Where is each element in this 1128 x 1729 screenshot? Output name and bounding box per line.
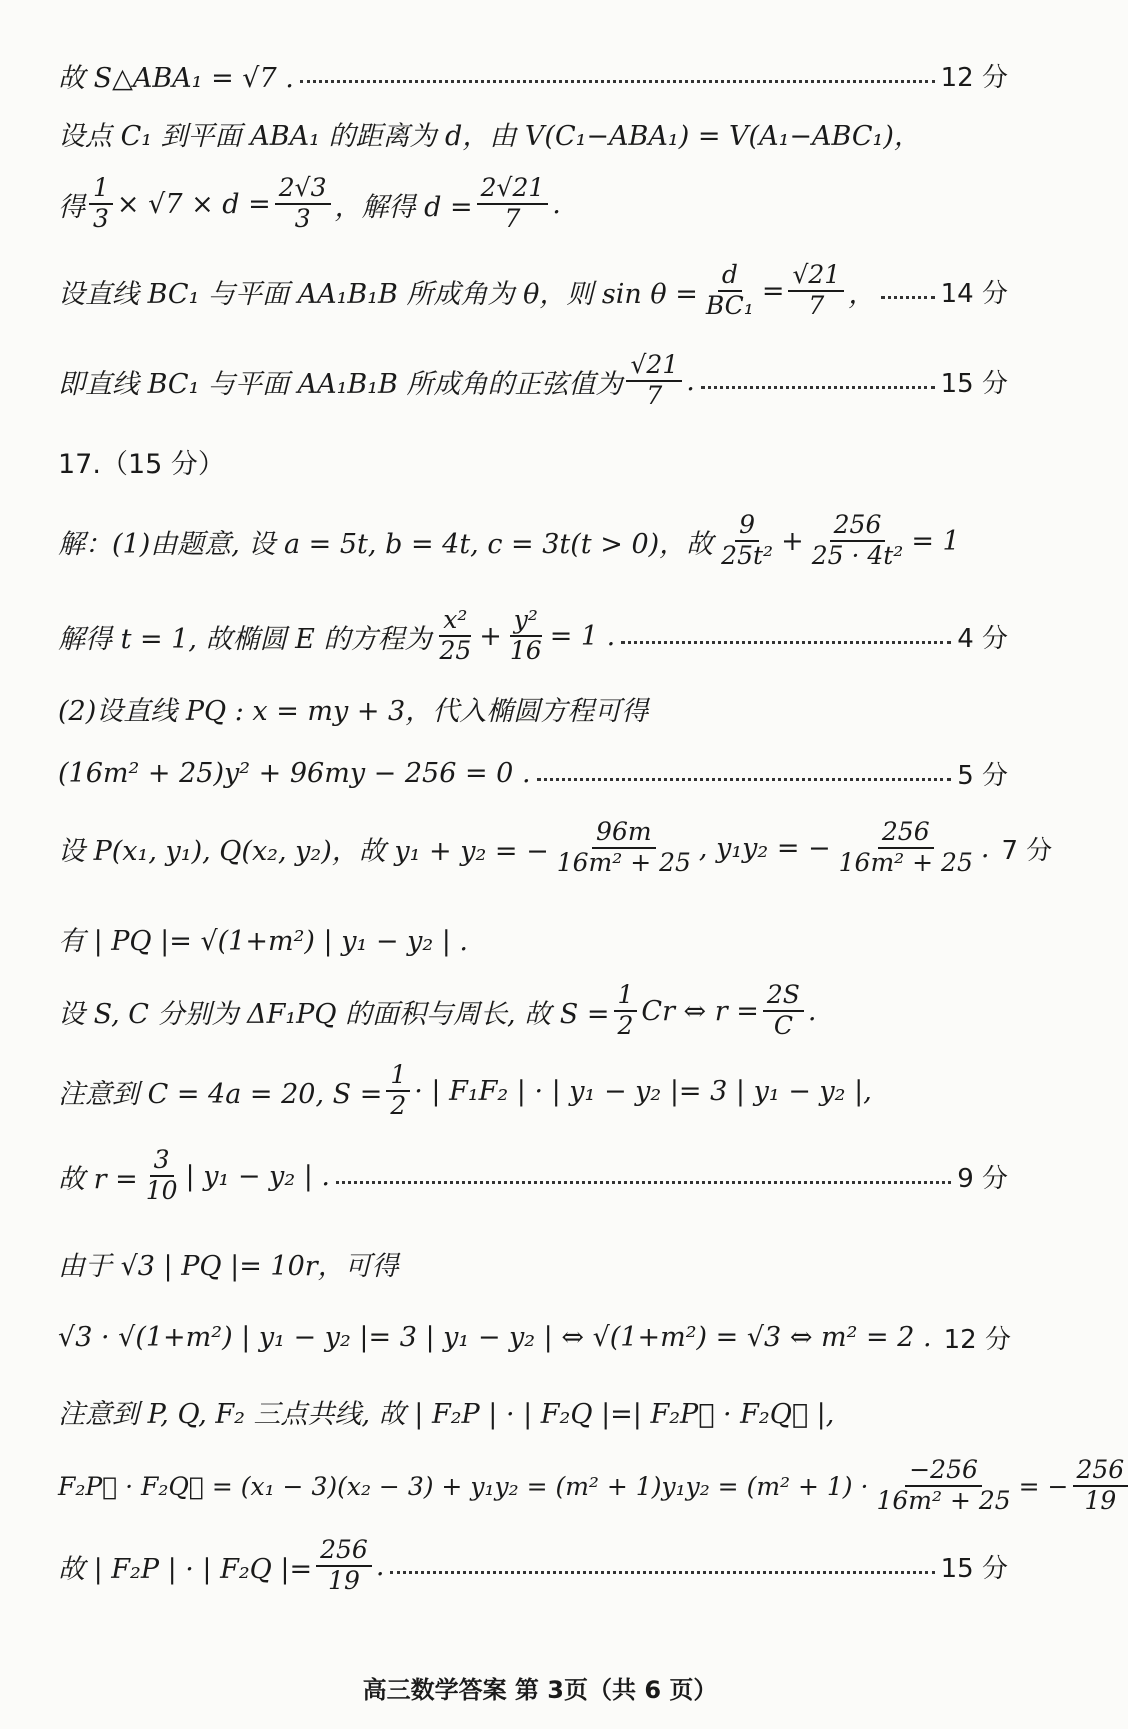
score-label: 5 分 [957, 760, 1008, 791]
score-label: 12 分 [940, 62, 1008, 93]
fraction: $\frac{3}{10}$ [145, 1145, 178, 1205]
line-text: 故 S△ABA₁ = √7 . [58, 62, 294, 94]
score-label: 7 分 [1001, 835, 1053, 866]
fraction: $\frac{256}{19}$ [1073, 1456, 1128, 1516]
score-label: 15 分 [940, 368, 1008, 399]
answer-line-ellipse: 解得 t = 1, 故椭圆 E 的方程为 $\frac{\text{x²}}{25}$ + $\frac{\text{y²}}{16}$ = 1 . 4 分 [58, 605, 1008, 665]
fraction: $\frac{96m}{\text{16m² + 25}}$ [556, 817, 691, 877]
answer-line-m-squared: √3 · √(1+m²) | y₁ − y₂ |= 3 | y₁ − y₂ | ⇔ √(1+m²) = √3 ⇔ m² = 2 . 12 分 [58, 1312, 1008, 1362]
answer-line-inradius: 设 S, C 分别为 ΔF₁PQ 的面积与周长, 故 S = $\frac{1}{2}$ Cr ⇔ r = $\frac{2S}{C}$ . [58, 980, 817, 1040]
score-label: 14 分 [940, 278, 1008, 309]
answer-line-vieta: 设 P(x₁, y₁), Q(x₂, y₂)，故 y₁ + y₂ = − $\frac{96m}{\text{16m² + 25}}$ , y₁y₂ = − $\frac{256}{\text{16m² + 25}}$ . 7 分 [58, 817, 1053, 877]
fraction: $\frac{√21}{7}$ [788, 261, 844, 321]
answer-line-part2: (2)设直线 PQ : x = my + 3，代入椭圆方程可得 [58, 695, 649, 727]
fraction: $\frac{1}{2}$ [386, 1061, 410, 1121]
answer-line-final: 故 | F₂P | · | F₂Q |= $\frac{256}{19}$ . 15 分 [58, 1535, 1008, 1595]
answer-line-dot-product: F₂P⃗ · F₂Q⃗ = (x₁ − 3)(x₂ − 3) + y₁y₂ = (m² + 1)y₁y₂ = (m² + 1) · $\frac{-256}{\text{16m² + 25}}$ = − $\frac{256}{19}$ [58, 1448, 1008, 1524]
answer-line-collinear: 注意到 P, Q, F₂ 三点共线, 故 | F₂P | · | F₂Q |=| F₂P⃗ · F₂Q⃗ |, [58, 1398, 835, 1430]
answer-line-distance [58, 110, 1008, 156]
fraction: $\frac{256}{19}$ [316, 1536, 372, 1596]
answer-line-r: 故 r = $\frac{3}{10}$ | y₁ − y₂ | . 9 分 [58, 1145, 1008, 1205]
fraction: $\frac{2√3}{3}$ [275, 174, 331, 234]
score-label: 15 分 [940, 1553, 1008, 1584]
answer-line-sin: 设直线 BC₁ 与平面 AA₁B₁B 所成角为 θ，则 sin θ = $\frac{d}{\text{BC₁}}$ = $\frac{√21}{7}$ ， 14 分 [58, 260, 1008, 320]
answer-line-chord: 有 | PQ |= √(1+m²) | y₁ − y₂ | . [58, 925, 468, 957]
fraction: $\frac{d}{\text{BC₁}}$ [705, 260, 754, 320]
fraction: $\frac{\text{x²}}{25}$ [439, 605, 472, 665]
fraction: $\frac{-256}{\text{16m² + 25}}$ [876, 1455, 1011, 1515]
dot-leader [621, 641, 951, 644]
dot-leader [881, 296, 934, 299]
fraction: $\frac{2√21}{7}$ [477, 174, 549, 234]
answer-line-part1: 解：(1)由题意, 设 a = 5t, b = 4t, c = 3t(t > 0)，故 $\frac{9}{\text{25t²}}$ + $\frac{256}{\text{25 · 4t²}}$ = 1 [58, 510, 960, 570]
answer-line-area-perimeter: 注意到 C = 4a = 20, S = $\frac{1}{2}$ · | F₁F₂ | · | y₁ − y₂ |= 3 | y₁ − y₂ |, [58, 1060, 872, 1120]
question-heading: 17.（15 分） [58, 448, 225, 480]
fraction: $\frac{√21}{7}$ [626, 351, 682, 411]
dot-leader [336, 1181, 951, 1184]
fraction: $\frac{2S}{C}$ [763, 981, 804, 1041]
answer-line-quadratic: (16m² + 25)y² + 96my − 256 = 0 . 5 分 [58, 750, 1008, 796]
fraction: $\frac{\text{y²}}{16}$ [509, 605, 542, 665]
answer-line-conclusion: 即直线 BC₁ 与平面 AA₁B₁B 所成角的正弦值为 $\frac{√21}{7}$ . 15 分 [58, 350, 1008, 410]
fraction: $\frac{1}{3}$ [89, 174, 113, 234]
answer-line-given: 由于 √3 | PQ |= 10r，可得 [58, 1250, 399, 1282]
dot-leader [701, 386, 935, 389]
score-label: 12 分 [943, 1324, 1011, 1355]
fraction: $\frac{1}{2}$ [614, 981, 638, 1041]
answer-line-solve-d: 得 $\frac{1}{3}$ × √7 × d = $\frac{2√3}{3}$ ，解得 d = $\frac{2√21}{7}$ . [58, 173, 561, 233]
dot-leader [390, 1571, 934, 1574]
page-footer: 高三数学答案 第 3页（共 6 页） [362, 1676, 718, 1704]
score-label: 9 分 [957, 1163, 1008, 1194]
dot-leader [300, 80, 935, 83]
fraction: $\frac{9}{\text{25t²}}$ [721, 510, 774, 570]
line-text: 设点 C₁ 到平面 ABA₁ 的距离为 d，由 V(C₁−ABA₁) = V(A₁−ABC₁)， [58, 120, 921, 152]
answer-line-area [58, 52, 1008, 98]
fraction: $\frac{256}{\text{16m² + 25}}$ [838, 817, 973, 877]
score-label: 4 分 [957, 623, 1008, 654]
fraction: $\frac{256}{\text{25 · 4t²}}$ [811, 510, 904, 570]
dot-leader [537, 778, 952, 781]
